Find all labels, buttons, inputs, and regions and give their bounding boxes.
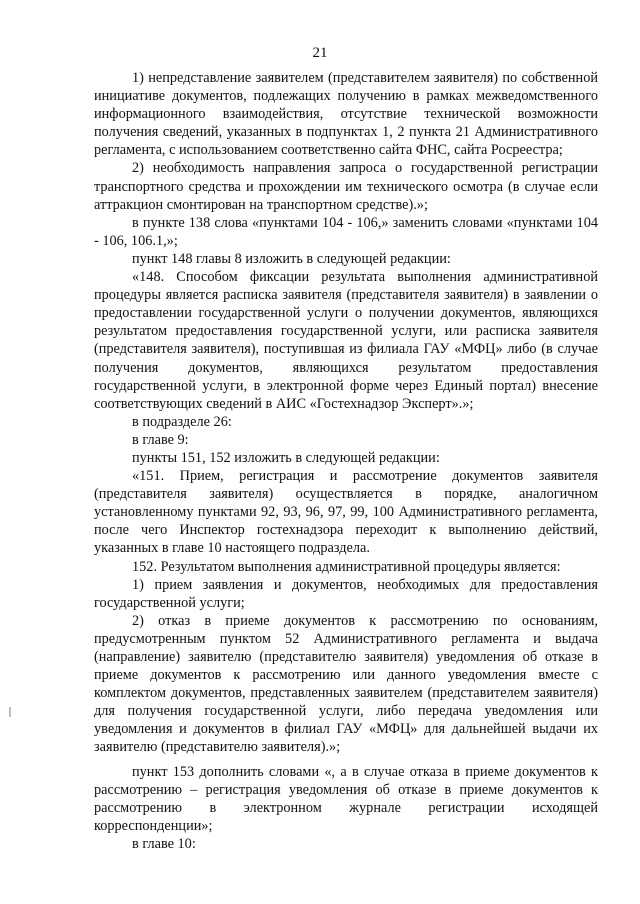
paragraph-6: в подразделе 26: — [132, 413, 232, 430]
paragraph-11: 1) прием заявления и документов, необходимых для предоставления государственной услуги; — [94, 576, 598, 611]
paragraph-1: 1) непредставление заявителем (представителем заявителя) по собственной инициативе документов, подлежащих получению в рамках межведомственного информационного взаимодействия, отсутствие технической возможности получения сведений, указанных в подпунктах 1, 2 пункта 21 Административного регламента, с использованием соответственно сайта ФНС, сайта Росреестра; — [94, 70, 598, 159]
paragraph-9: «151. Прием, регистрация и рассмотрение документов заявителя (представителя заявителя) осуществляется в порядке, аналогичном установленному пунктами 92, 93, 96, 97, 99, 100 Административного регламента, после чего Инспектор гостехнадзора переходит к выполнению действий, указанных в главе 10 настоящего подраздела. — [94, 468, 598, 557]
page-number: 21 — [312, 45, 328, 61]
paragraph-3: в пункте 138 слова «пунктами 104 - 106,» заменить словами «пунктами 104 - 106, 106.1,»; — [94, 214, 598, 249]
paragraph-8: пункты 151, 152 изложить в следующей редакции: — [132, 449, 440, 466]
paragraph-14: в главе 10: — [132, 835, 196, 852]
paragraph-13: пункт 153 дополнить словами «, а в случае отказа в приеме документов к рассмотрению – регистрация уведомления об отказе в приеме документов к рассмотрению в электронном журнале регистрации исходящей корреспонденции»; — [94, 763, 598, 834]
paragraph-2: 2) необходимость направления запроса о государственной регистрации транспортного средства и прохождении им технического осмотра (в случае если аттракцион смонтирован на транспортном средстве).»; — [94, 160, 598, 213]
paragraph-5: «148. Способом фиксации результата выполнения административной процедуры является расписка заявителя (представителя заявителя) в заявлении о предоставлении государственной услуги о получении документов, являющихся результатом предоставления государственной услуги, или расписка заявителя (представителя заявителя), поступившая из филиала ГАУ «МФЦ» либо (в случае получения документов, являющихся результатом предоставления государственной услуги, в электронной форме через Единый портал) внесение соответствующих сведений в АИС «Гостехнадзор Эксперт».»; — [94, 269, 598, 412]
scan-margin-mark — [9, 707, 11, 717]
paragraph-10: 152. Результатом выполнения административной процедуры является: — [132, 558, 561, 575]
paragraph-12: 2) отказ в приеме документов к рассмотрению по основаниям, предусмотренным пунктом 52 Административного регламента и выдача (направление) заявителю (представителю заявителя) уведомления об отказе в приеме документов к рассмотрению или данного уведомления вместе с комплектом документов, представленных заявителем (представителем заявителя) для получения государственной услуги, либо передача уведомления или уведомления и документов в филиал ГАУ «МФЦ» для дальнейшей выдачи их заявителю (представителю заявителя).»; — [94, 612, 598, 756]
paragraph-4: пункт 148 главы 8 изложить в следующей редакции: — [132, 250, 451, 267]
document-body — [94, 69, 598, 853]
paragraph-7: в главе 9: — [132, 431, 189, 448]
